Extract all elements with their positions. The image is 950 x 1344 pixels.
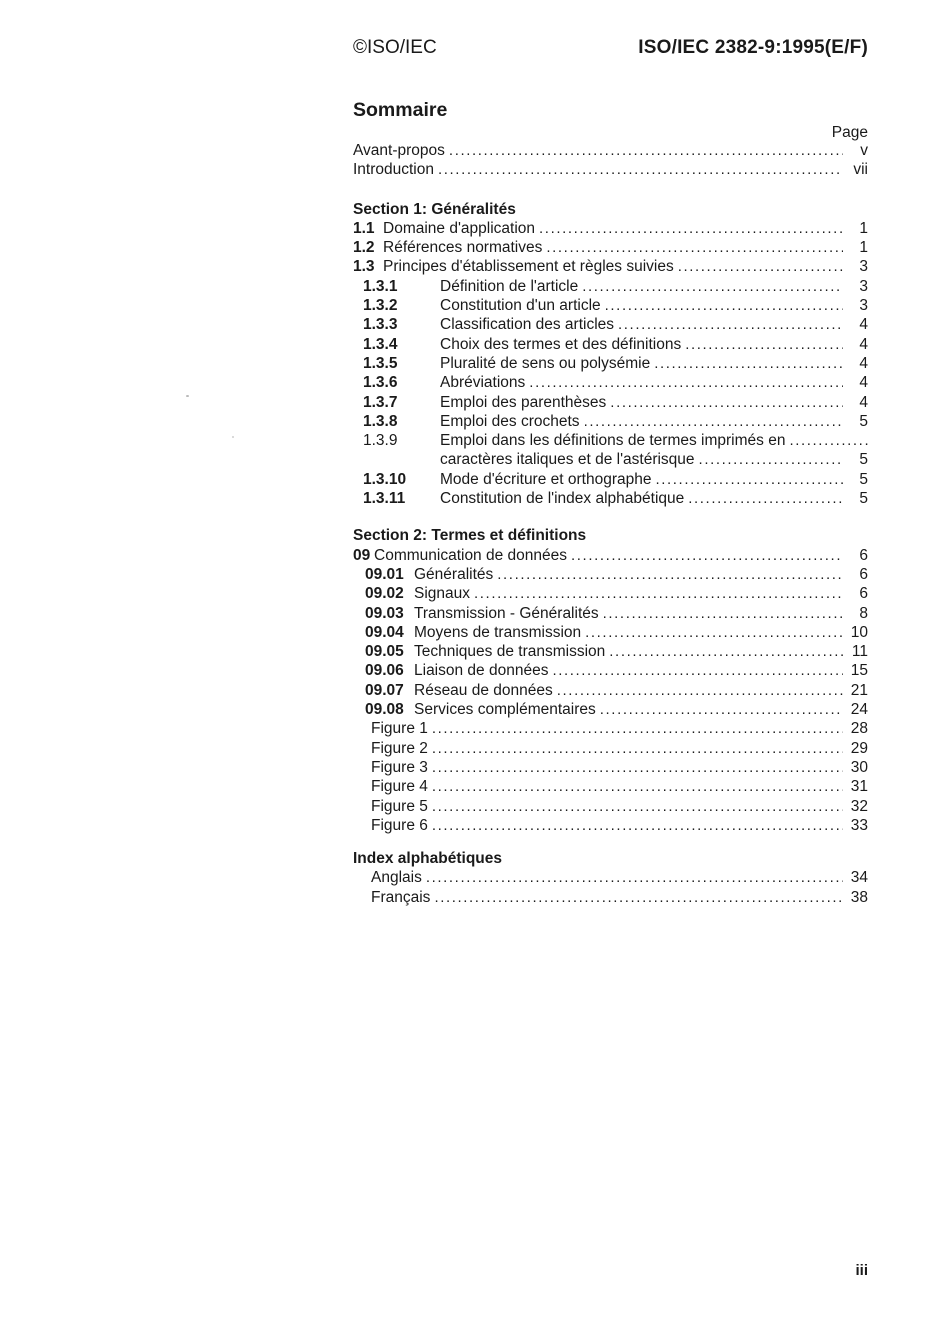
toc-entry-page: 11 (851, 643, 868, 661)
toc-entry-label: Moyens de transmission (414, 623, 582, 641)
dot-leader (578, 277, 843, 296)
toc-section-entries (353, 219, 868, 508)
toc-entry-page: 28 (850, 720, 868, 738)
toc-entry-label: Références normatives (383, 239, 543, 257)
toc-entry (353, 141, 868, 160)
toc-entry-page: 4 (859, 393, 868, 411)
toc-entry-page: 4 (859, 335, 868, 353)
toc-entry-number: 1.3.7 (363, 393, 398, 411)
toc-entry-label: Transmission - Généralités (414, 604, 599, 622)
page-content (353, 0, 868, 907)
toc-entry-page: 33 (850, 816, 868, 834)
toc-entry-number: 09 (353, 546, 371, 564)
toc-entry-page: 29 (850, 739, 868, 757)
toc-entry-number: 1.3.4 (363, 335, 398, 353)
toc-entry-label: caractères italiques et de l'astérisque (440, 451, 695, 469)
dot-leader (548, 661, 843, 680)
toc-entry (353, 642, 868, 661)
toc-entry (353, 470, 868, 489)
page-header (353, 37, 868, 59)
toc-entry-page: 6 (859, 565, 868, 583)
copyright-notice: ©ISO/IEC (353, 37, 437, 58)
dot-leader (695, 450, 843, 469)
dot-leader (470, 584, 843, 603)
toc-entry-label: Figure 4 (371, 778, 428, 796)
toc-entry (353, 296, 868, 315)
toc-entry-number: 1.3.1 (363, 277, 398, 295)
toc-entry (353, 450, 868, 469)
toc-entry-page: 4 (859, 374, 868, 392)
toc-section-1 (353, 200, 868, 509)
toc-entry-label: Figure 1 (371, 720, 428, 738)
dot-leader (428, 816, 843, 835)
toc-entry-number: 09.07 (365, 681, 404, 699)
toc-entry (353, 681, 868, 700)
toc-entry-page: 10 (850, 623, 868, 641)
toc-entry-label: Figure 3 (371, 758, 428, 776)
page-column-label: Page (831, 124, 868, 141)
dot-leader (428, 719, 843, 738)
toc-entry (353, 888, 868, 907)
toc-entry-page: 30 (850, 758, 868, 776)
toc-entry (353, 565, 868, 584)
dot-leader (525, 373, 843, 392)
toc-entry-page: 31 (850, 778, 868, 796)
toc-entry-page: 32 (850, 797, 868, 815)
toc-entry (353, 277, 868, 296)
toc-entry-number: 1.3.10 (363, 470, 407, 488)
toc-entry-number: 09.03 (365, 604, 404, 622)
toc-entry-page: 6 (859, 546, 868, 564)
toc-entry (353, 219, 868, 238)
toc-entry (353, 758, 868, 777)
toc-entry (353, 739, 868, 758)
toc-entry (353, 160, 868, 179)
toc-entry-label: Abréviations (440, 374, 526, 392)
toc-entry-page: 5 (859, 451, 868, 469)
toc-entry-page: 5 (859, 470, 868, 488)
toc-entry-number: 1.3.5 (363, 354, 398, 372)
toc-entry-label: Réseau de données (414, 681, 553, 699)
dot-leader (428, 777, 843, 796)
dot-leader (606, 393, 843, 412)
toc-entry-page: 8 (859, 604, 868, 622)
toc-entry (353, 489, 868, 508)
toc-entry-label: Anglais (371, 869, 422, 887)
toc-entry-label: Généralités (414, 565, 494, 583)
toc-section-heading: Section 1: Généralités (353, 200, 516, 218)
dot-leader (650, 354, 843, 373)
toc-entry-page: 5 (859, 412, 868, 430)
dot-leader (785, 431, 868, 450)
toc-entry-number: 1.3.3 (363, 316, 398, 334)
toc-entry-page: v (860, 142, 868, 159)
toc-entry-label: Domaine d'application (383, 219, 536, 237)
toc-entry-number: 1.2 (353, 239, 375, 257)
toc-entry (353, 257, 868, 276)
dot-leader (567, 546, 843, 565)
toc-entry-page: 3 (859, 277, 868, 295)
toc-entry-number: 1.1 (353, 219, 375, 237)
dot-leader (422, 868, 843, 887)
toc-entry-label: Emploi des crochets (440, 412, 580, 430)
toc-entry-page: 21 (850, 681, 868, 699)
toc-section-heading: Section 2: Termes et définitions (353, 527, 587, 545)
dot-leader (553, 681, 843, 700)
dot-leader (542, 238, 843, 257)
toc-entry-number: 09.05 (365, 643, 404, 661)
toc-entry-number: 09.08 (365, 701, 404, 719)
toc-entry-label: Choix des termes et des définitions (440, 335, 682, 353)
toc-entry-label: Pluralité de sens ou polysémie (440, 354, 651, 372)
toc-entry-page: 15 (850, 662, 868, 680)
dot-leader (581, 623, 843, 642)
dot-leader (428, 739, 843, 758)
toc-entry-number: 09.01 (365, 565, 404, 583)
toc-entry-label: Figure 5 (371, 797, 428, 815)
toc-entry-label: Services complémentaires (414, 701, 596, 719)
toc-entry-page: 1 (859, 239, 868, 257)
toc-entry-number: 1.3.11 (363, 490, 406, 508)
toc-entry-label: Emploi dans les définitions de termes imprimés en (440, 432, 786, 450)
toc-entry-page: vii (853, 161, 868, 179)
dot-leader (601, 296, 843, 315)
dot-leader (535, 219, 843, 238)
toc-entry (353, 816, 868, 835)
toc-entry (353, 623, 868, 642)
toc-entry-number: 09.02 (365, 585, 404, 603)
toc-entry (353, 238, 868, 257)
document-reference: ISO/IEC 2382-9:1995(E/F) (638, 37, 868, 58)
toc-entry (353, 777, 868, 796)
toc-entry (353, 868, 868, 887)
dot-leader (428, 758, 843, 777)
toc-entry-number: 1.3 (353, 258, 375, 276)
toc-entry (353, 315, 868, 334)
toc-entry (353, 700, 868, 719)
scan-artifact (232, 436, 234, 438)
dot-leader (684, 489, 843, 508)
toc-entry-number: 1.3.2 (363, 297, 398, 315)
toc-entry-number: 09.04 (365, 623, 404, 641)
toc-section-heading: Index alphabétiques (353, 850, 503, 868)
toc-section-entries (353, 546, 868, 835)
front-matter-list (353, 141, 868, 180)
toc-entry-number: 09.06 (365, 662, 404, 680)
toc-entry-page: 4 (859, 354, 868, 372)
dot-leader (614, 315, 843, 334)
toc-entry-label: Constitution de l'index alphabétique (440, 490, 685, 508)
toc-title: Sommaire (353, 99, 448, 121)
toc-entry (353, 546, 868, 565)
dot-leader (596, 700, 843, 719)
toc-entry-label: Constitution d'un article (440, 297, 601, 315)
toc-entry (353, 431, 868, 450)
toc-entry-label: Emploi des parenthèses (440, 393, 607, 411)
toc-entry-label: Signaux (414, 585, 471, 603)
toc-entry (353, 335, 868, 354)
toc-entry-page: 24 (850, 701, 868, 719)
toc-entry-number: 1.3.6 (363, 374, 398, 392)
toc-entry (353, 797, 868, 816)
toc-entry-label: Communication de données (374, 546, 568, 564)
toc-entry-label: Introduction (353, 161, 434, 179)
toc-entry (353, 719, 868, 738)
dot-leader (674, 257, 843, 276)
toc-entry-page: 4 (859, 316, 868, 334)
dot-leader (428, 797, 843, 816)
toc-entry (353, 584, 868, 603)
toc-entry-number: 1.3.9 (363, 432, 398, 450)
toc-entry-label: Liaison de données (414, 662, 549, 680)
toc-entry-label: Techniques de transmission (414, 643, 606, 661)
toc-entry-number: 1.3.8 (363, 412, 398, 430)
dot-leader (445, 141, 843, 160)
dot-leader (493, 565, 843, 584)
toc-entry-label: Mode d'écriture et orthographe (440, 470, 652, 488)
dot-leader (605, 642, 843, 661)
toc-entry (353, 412, 868, 431)
page-folio: iii (855, 1262, 868, 1279)
toc-entry-label: Figure 2 (371, 739, 428, 757)
toc-section-2 (353, 526, 868, 835)
dot-leader (651, 470, 843, 489)
toc-entry (353, 393, 868, 412)
toc-entry-label: Figure 6 (371, 816, 428, 834)
toc-entry-page: 34 (850, 869, 868, 887)
toc-section-3 (353, 849, 868, 907)
toc-entry (353, 373, 868, 392)
toc-entry-label: Avant-propos (353, 142, 445, 159)
toc-entry (353, 354, 868, 373)
dot-leader (681, 335, 843, 354)
toc-entry-page: 6 (859, 585, 868, 603)
scan-artifact (186, 395, 189, 397)
toc-entry-label: Classification des articles (440, 316, 615, 334)
dot-leader (599, 604, 843, 623)
toc-entry-page: 1 (859, 219, 868, 237)
toc-entry-label: Français (371, 888, 431, 906)
dot-leader (580, 412, 843, 431)
toc-entry-label: Définition de l'article (440, 277, 579, 295)
toc-entry (353, 604, 868, 623)
toc-section-entries (353, 868, 868, 907)
dot-leader (434, 160, 843, 179)
toc-entry-page: 5 (859, 490, 868, 508)
toc-entry-page: 3 (859, 258, 868, 276)
toc-entry (353, 661, 868, 680)
toc-entry-label: Principes d'établissement et règles suivies (383, 258, 674, 276)
toc-entry-page: 3 (859, 297, 868, 315)
dot-leader (430, 888, 843, 907)
toc-entry-page: 38 (850, 888, 868, 906)
